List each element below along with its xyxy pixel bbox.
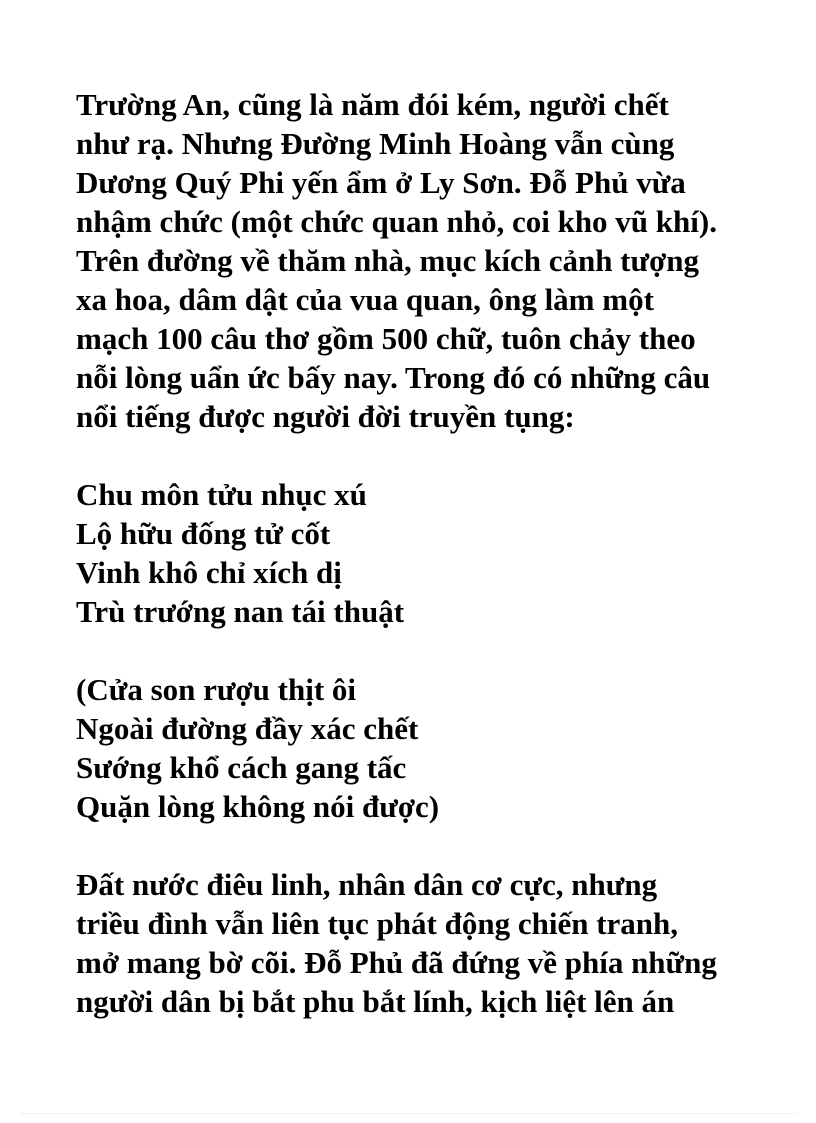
poem-line: Ngoài đường đầy xác chết <box>76 711 419 746</box>
text-line: xa hoa, dâm dật của vua quan, ông làm một <box>76 282 654 317</box>
page-bottom-divider <box>20 1113 796 1114</box>
text-line: như rạ. Nhưng Đường Minh Hoàng vẫn cùng <box>76 126 675 161</box>
paragraph-continuation <box>76 865 776 1021</box>
paragraph-gap <box>76 436 776 475</box>
text-line: Dương Quý Phi yến ẩm ở Ly Sơn. Đỗ Phủ vừa <box>76 165 686 200</box>
poem-line: Sướng khổ cách gang tấc <box>76 750 407 785</box>
text-line: Trên đường về thăm nhà, mục kích cảnh tượng <box>76 243 700 278</box>
document-page <box>76 85 776 1021</box>
poem-line: Quặn lòng không nói được) <box>76 789 440 824</box>
poem-line: Trù trướng nan tái thuật <box>76 594 405 629</box>
text-line: Đất nước điêu linh, nhân dân cơ cực, nhưng <box>76 867 658 902</box>
paragraph-gap <box>76 631 776 670</box>
text-line: Trường An, cũng là năm đói kém, người chết <box>76 87 669 122</box>
poem-line: (Cửa son rượu thịt ôi <box>76 672 356 707</box>
text-line: người dân bị bắt phu bắt lính, kịch liệt lên án <box>76 984 675 1019</box>
text-line: mạch 100 câu thơ gồm 500 chữ, tuôn chảy theo <box>76 321 696 356</box>
text-line: mở mang bờ cõi. Đỗ Phủ đã đứng về phía những <box>76 945 717 980</box>
poem-line: Chu môn tửu nhục xú <box>76 477 367 512</box>
poem-line: Vinh khô chỉ xích dị <box>76 555 342 590</box>
text-line: nhậm chức (một chức quan nhỏ, coi kho vũ khí). <box>76 204 717 239</box>
poem-translation <box>76 670 776 826</box>
paragraph-gap <box>76 826 776 865</box>
text-line: nỗi lòng uẩn ức bấy nay. Trong đó có những câu <box>76 360 711 395</box>
text-line: triều đình vẫn liên tục phát động chiến tranh, <box>76 906 679 941</box>
paragraph-intro <box>76 85 776 436</box>
poem-line: Lộ hữu đống tử cốt <box>76 516 331 551</box>
text-line: nổi tiếng được người đời truyền tụng: <box>76 399 575 434</box>
poem-original <box>76 475 776 631</box>
